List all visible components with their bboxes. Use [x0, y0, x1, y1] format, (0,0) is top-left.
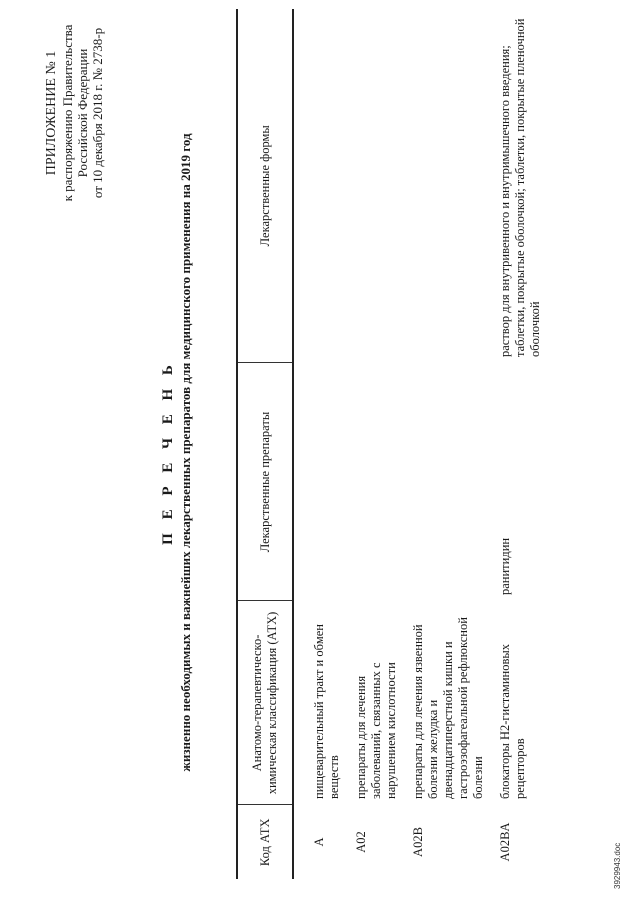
row-code: A02	[354, 831, 368, 853]
header-atc-classification: Анатомо-терапевтическо-химическая классификация (АТХ)	[237, 601, 293, 805]
row-code: A02B	[411, 827, 425, 857]
appendix-line-3: от 10 декабря 2018 г. № 2738-р	[90, 27, 105, 199]
row-code: A	[312, 837, 326, 847]
appendix-title: ПРИЛОЖЕНИЕ № 1	[44, 50, 59, 176]
row-forms: раствор для внутривенного и внутримышечного введения; таблетки, покрытые оболочкой; таблетки, покрытые пленочной оболочкой	[498, 18, 542, 357]
table-row	[354, 9, 411, 879]
appendix-line-1: к распоряжению Правительства	[60, 24, 75, 202]
drug-list-table	[236, 9, 555, 879]
header-forms: Лекарственные формы	[237, 9, 293, 363]
table-row	[411, 9, 498, 879]
row-drug	[411, 363, 498, 601]
row-code: A02BA	[498, 822, 512, 862]
header-drugs: Лекарственные препараты	[237, 363, 293, 601]
header-code: Код АТХ	[237, 805, 293, 879]
appendix-line-2: Российской Федерации	[75, 48, 90, 178]
row-forms	[411, 9, 498, 363]
document-subtitle: жизненно необходимых и важнейших лекарственных препаратов для медицинского применения на 2019 год	[178, 133, 193, 772]
row-drug	[293, 363, 354, 601]
row-drug	[354, 363, 411, 601]
table-row	[498, 9, 555, 879]
row-atc: препараты для лечения заболеваний, связанных с нарушением кислотности	[354, 662, 398, 799]
row-drug: ранитидин	[498, 537, 512, 595]
row-atc: пищеварительный тракт и обмен веществ	[312, 624, 341, 799]
row-atc: препараты для лечения язвенной болезни желудка и двенадцатиперстной кишки и гастроэзофагеальной рефлюксной болезни	[411, 617, 485, 799]
document-file-id: 3929943.doc	[613, 842, 622, 889]
row-atc: блокаторы H2-гистаминовых рецепторов	[498, 643, 527, 799]
table-header-row	[237, 9, 293, 879]
row-forms	[293, 9, 354, 363]
table-row	[293, 9, 354, 879]
document-heading: П Е Р Е Ч Е Н Ь	[160, 360, 176, 545]
appendix-block	[44, 13, 105, 213]
row-forms	[354, 9, 411, 363]
